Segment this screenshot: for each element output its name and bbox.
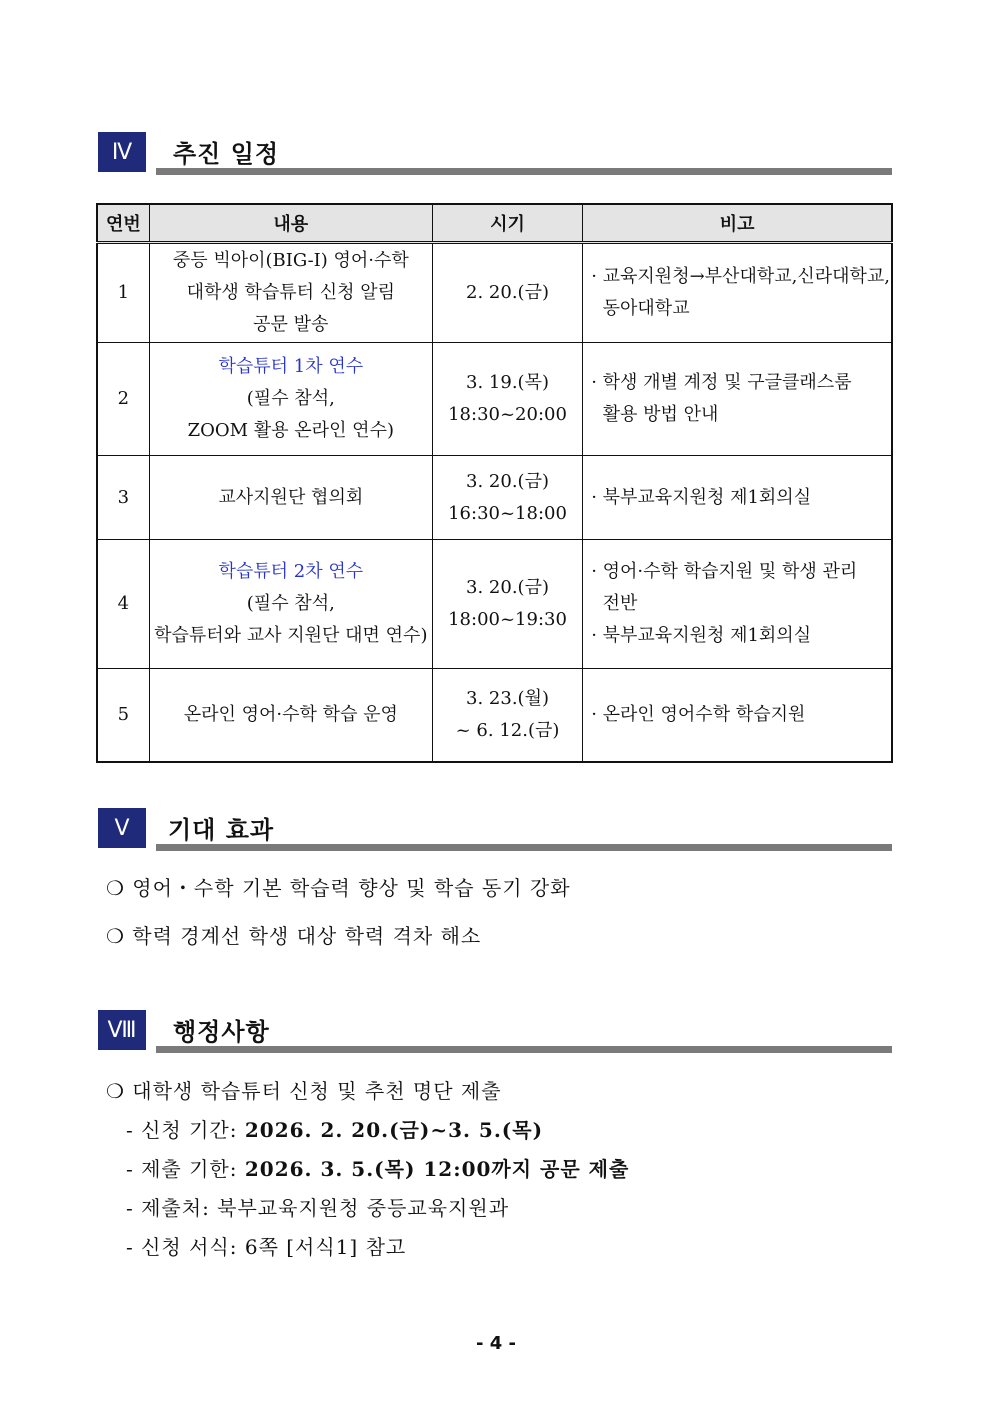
row-no: 1 — [97, 243, 149, 343]
list-item: ❍ 영어・수학 기본 학습력 향상 및 학습 동기 강화 — [106, 876, 571, 900]
content-line: 대학생 학습튜터 신청 알림 — [186, 282, 396, 303]
list-item: ❍ 학력 경계선 학생 대상 학력 격차 해소 — [106, 924, 482, 948]
time-line: 2. 20.(금) — [466, 282, 549, 303]
row-no: 3 — [97, 456, 149, 540]
time-line: 16:30~18:00 — [448, 502, 567, 524]
note-line: 동아대학교 — [591, 298, 690, 319]
section-header-admin — [98, 1010, 892, 1052]
note-line: · 북부교육지원청 제1회의실 — [591, 625, 812, 646]
list-item-deadline — [106, 1150, 629, 1189]
content-line: 공문 발송 — [253, 314, 329, 335]
time-line: 3. 20.(금) — [466, 577, 549, 598]
section-underline — [156, 1046, 892, 1053]
time-line: 18:00~19:30 — [448, 609, 567, 630]
list-item-office: - 제출처: 북부교육지원청 중등교육지원과 — [126, 1196, 510, 1220]
table-row — [97, 456, 892, 540]
content-line: (필수 참석, — [246, 388, 335, 409]
deadline-label: - 제출 기한: — [126, 1157, 245, 1181]
section-underline — [156, 168, 892, 175]
note-line: · 북부교육지원청 제1회의실 — [591, 486, 812, 508]
admin-list — [106, 1072, 629, 1267]
header-no: 연번 — [97, 204, 149, 243]
row-no: 5 — [97, 669, 149, 762]
row-note — [583, 540, 892, 669]
note-line: · 영어·수학 학습지원 및 학생 관리 — [591, 561, 858, 582]
schedule-table — [96, 203, 893, 763]
row-time — [432, 243, 582, 343]
content-line: 중등 빅아이(BIG-I) 영어·수학 — [172, 250, 409, 271]
effects-list — [106, 864, 571, 960]
row-content — [149, 669, 432, 762]
content-title: 학습튜터 1차 연수 — [218, 356, 364, 377]
row-no: 2 — [97, 343, 149, 456]
row-note — [583, 456, 892, 540]
content-line: 교사지원단 협의회 — [218, 486, 364, 508]
table-row — [97, 343, 892, 456]
section-header-effects — [98, 808, 892, 850]
content-line: 온라인 영어·수학 학습 운영 — [183, 703, 398, 725]
section-numeral: Ⅴ — [98, 808, 146, 848]
period-label: - 신청 기간: — [126, 1118, 245, 1142]
section-numeral: Ⅳ — [98, 132, 146, 172]
row-no: 4 — [97, 540, 149, 669]
time-line: 3. 19.(목) — [466, 372, 549, 393]
content-line: ZOOM 활용 온라인 연수) — [187, 420, 394, 441]
time-line: 3. 23.(월) — [466, 687, 549, 709]
section-header-schedule — [98, 132, 892, 174]
row-time — [432, 456, 582, 540]
table-row — [97, 669, 892, 762]
note-line: 전반 — [591, 593, 638, 614]
time-line: 18:30~20:00 — [448, 404, 567, 425]
row-note — [583, 669, 892, 762]
row-note — [583, 243, 892, 343]
note-line: · 교육지원청→부산대학교,신라대학교, — [591, 266, 890, 287]
period-value: 2026. 2. 20.(금)~3. 5.(목) — [244, 1118, 544, 1142]
page-number: - 4 - — [476, 1333, 516, 1354]
header-content: 내용 — [149, 204, 432, 243]
time-line: ~ 6. 12.(금) — [455, 719, 560, 741]
section-title: 행정사항 — [173, 1018, 270, 1046]
list-item: ❍ 대학생 학습튜터 신청 및 추천 명단 제출 — [106, 1079, 502, 1103]
table-header-row — [97, 204, 892, 243]
table-row — [97, 540, 892, 669]
header-time: 시기 — [432, 204, 582, 243]
content-title: 학습튜터 2차 연수 — [218, 561, 364, 582]
row-time — [432, 540, 582, 669]
row-content — [149, 456, 432, 540]
note-line: · 온라인 영어수학 학습지원 — [591, 703, 806, 725]
deadline-value: 2026. 3. 5.(목) 12:00까지 공문 제출 — [244, 1157, 630, 1181]
row-content — [149, 540, 432, 669]
row-note — [583, 343, 892, 456]
row-content — [149, 243, 432, 343]
table-row — [97, 243, 892, 343]
section-title: 추진 일정 — [173, 140, 280, 168]
section-title: 기대 효과 — [168, 816, 275, 844]
time-line: 3. 20.(금) — [466, 470, 549, 492]
row-time — [432, 343, 582, 456]
section-underline — [156, 844, 892, 851]
header-note: 비고 — [583, 204, 892, 243]
note-line: · 학생 개별 계정 및 구글클래스룸 — [591, 372, 852, 393]
content-line: (필수 참석, — [246, 593, 335, 614]
note-line: 활용 방법 안내 — [591, 404, 719, 425]
row-time — [432, 669, 582, 762]
section-numeral: Ⅷ — [98, 1010, 146, 1050]
row-content — [149, 343, 432, 456]
list-item-form: - 신청 서식: 6쪽 [서식1] 참고 — [126, 1235, 407, 1259]
list-item-period — [106, 1111, 629, 1150]
content-line: 학습튜터와 교사 지원단 대면 연수) — [154, 625, 428, 646]
